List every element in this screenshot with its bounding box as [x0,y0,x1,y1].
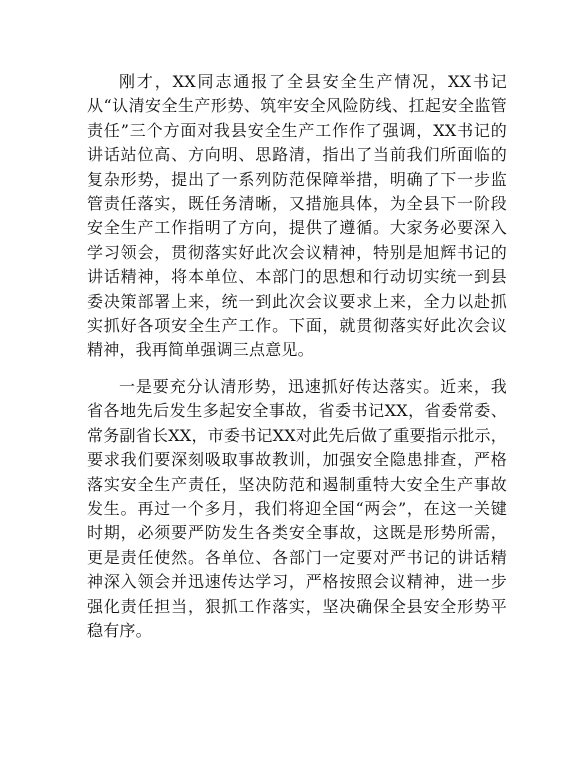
document-body [87,70,507,643]
paragraph-intro: 刚才，XX同志通报了全县安全生产情况，XX书记从“认清安全生产形势、筑牢安全风险防线、扛起安全监管责任”三个方面对我县安全生产工作作了强调，XX书记的讲话站位高、方向明、思路清，指出了当前我们所面临的复杂形势，提出了一系列防范保障举措，明确了下一步监管责任落实，既任务清晰，又措施具体，为全县下一阶段安全生产工作指明了方向，提供了遵循。大家务必要深入学习领会，贯彻落实好此次会议精神，特别是旭辉书记的讲话精神，将本单位、本部门的思想和行动切实统一到县委决策部署上来，统一到此次会议要求上来，全力以赴抓实抓好各项安全生产工作。下面，就贯彻落实好此次会议精神，我再简单强调三点意见。 [87,72,507,360]
paragraph-point-one: 一是要充分认清形势，迅速抓好传达落实。近来，我省各地先后发生多起安全事故，省委书记XX，省委常委、常务副省长XX，市委书记XX对此先后做了重要指示批示，要求我们要深刻吸取事故教训，加强安全隐患排查，严格落实安全生产责任，坚决防范和遏制重特大安全生产事故发生。再过一个多月，我们将迎全国“两会”，在这一关键时期，必须要严防发生各类安全事故，这既是形势所需，更是责任使然。各单位、各部门一定要对严书记的讲话精神深入领会并迅速传达学习，严格按照会议精神，进一步强化责任担当，狠抓工作落实，坚决确保全县安全形势平稳有序。 [87,376,507,640]
